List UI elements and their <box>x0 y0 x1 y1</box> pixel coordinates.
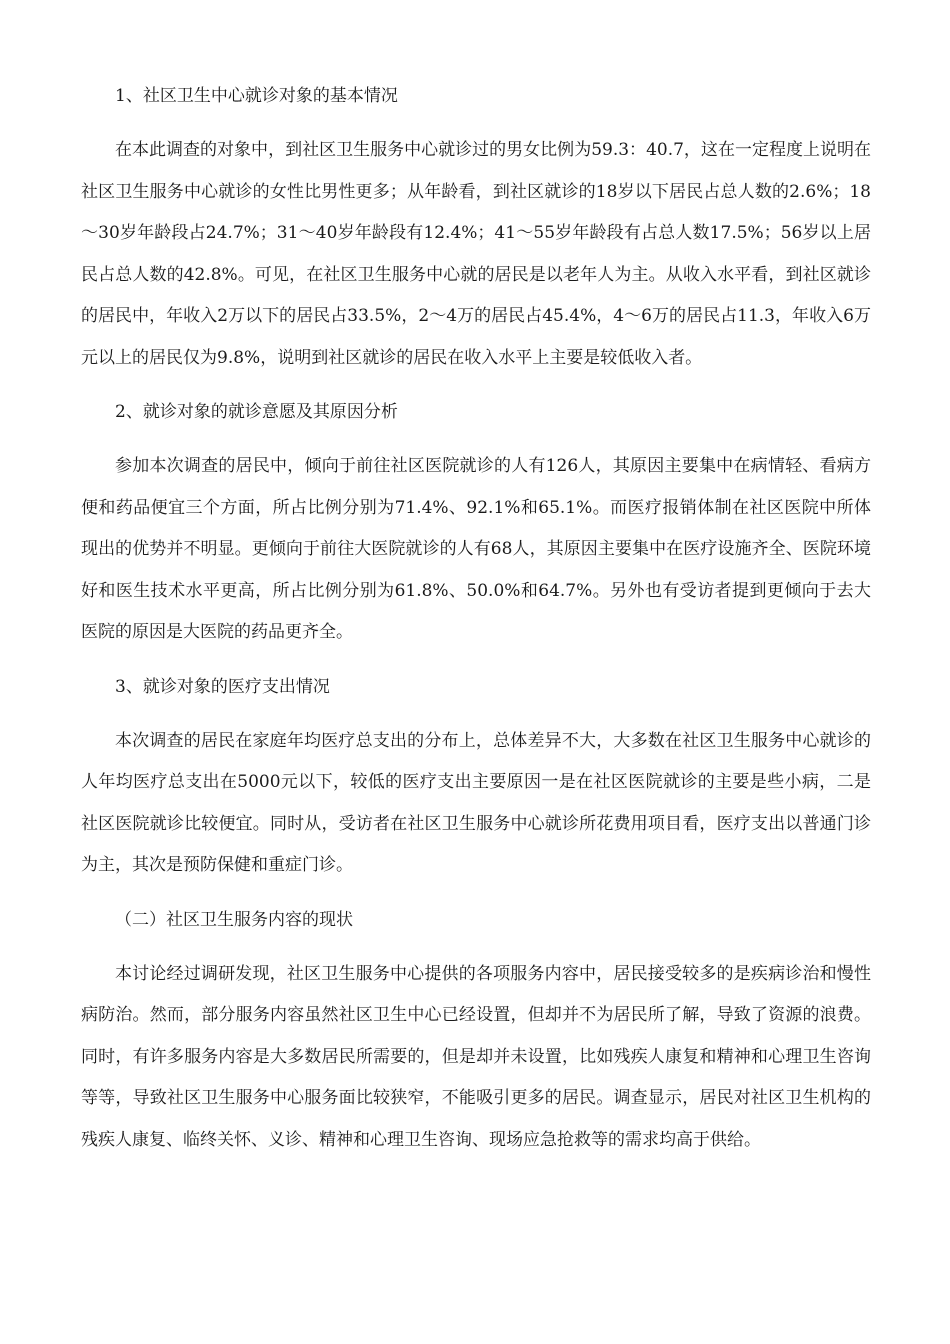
section-paragraph-4: 本讨论经过调研发现，社区卫生服务中心提供的各项服务内容中，居民接受较多的是疾病诊治和慢性病防治。然而，部分服务内容虽然社区卫生中心已经设置，但却并不为居民所了解，导致了资源的浪费。同时，有许多服务内容是大多数居民所需要的，但是却并未设置，比如残疾人康复和精神和心理卫生咨询等等，导致社区卫生服务中心服务面比较狭窄，不能吸引更多的居民。调查显示，居民对社区卫生机构的残疾人康复、临终关怀、义诊、精神和心理卫生咨询、现场应急抢救等的需求均高于供给。 <box>81 963 871 1150</box>
section-heading-1: 1、社区卫生中心就诊对象的基本情况 <box>115 86 398 106</box>
section-paragraph-1: 在本此调查的对象中，到社区卫生服务中心就诊过的男女比例为59.3：40.7，这在一定程度上说明在社区卫生服务中心就诊的女性比男性更多；从年龄看，到社区就诊的18岁以下居民占总人数的2.6%；18～30岁年龄段占24.7%；31～40岁年龄段有12.4%；41～55岁年龄段有占总人数17.5%；56岁以上居民占总人数的42.8%。可见，在社区卫生服务中心就的居民是以老年人为主。从收入水平看，到社区就诊的居民中，年收入2万以下的居民占33.5%，2～4万的居民占45.4%，4～6万的居民占11.3，年收入6万元以上的居民仅为9.8%，说明到社区就诊的居民在收入水平上主要是较低收入者。 <box>81 140 871 368</box>
document-page <box>81 76 871 1174</box>
section-paragraph-3: 本次调查的居民在家庭年均医疗总支出的分布上，总体差异不大，大多数在社区卫生服务中心就诊的人年均医疗总支出在5000元以下，较低的医疗支出主要原因一是在社区医院就诊的主要是些小病，二是社区医院就诊比较便宜。同时从，受访者在社区卫生服务中心就诊所花费用项目看，医疗支出以普通门诊为主，其次是预防保健和重症门诊。 <box>81 730 871 875</box>
section-heading-2: 2、就诊对象的就诊意愿及其原因分析 <box>115 402 398 422</box>
section-paragraph-2: 参加本次调查的居民中，倾向于前往社区医院就诊的人有126人，其原因主要集中在病情轻、看病方便和药品便宜三个方面，所占比例分别为71.4%、92.1%和65.1%。而医疗报销体制在社区医院中所体现出的优势并不明显。更倾向于前往大医院就诊的人有68人，其原因主要集中在医疗设施齐全、医院环境好和医生技术水平更高，所占比例分别为61.8%、50.0%和64.7%。另外也有受访者提到更倾向于去大医院的原因是大医院的药品更齐全。 <box>81 456 871 642</box>
section-heading-4: （二）社区卫生服务内容的现状 <box>115 909 353 930</box>
section-heading-3: 3、就诊对象的医疗支出情况 <box>115 676 330 697</box>
